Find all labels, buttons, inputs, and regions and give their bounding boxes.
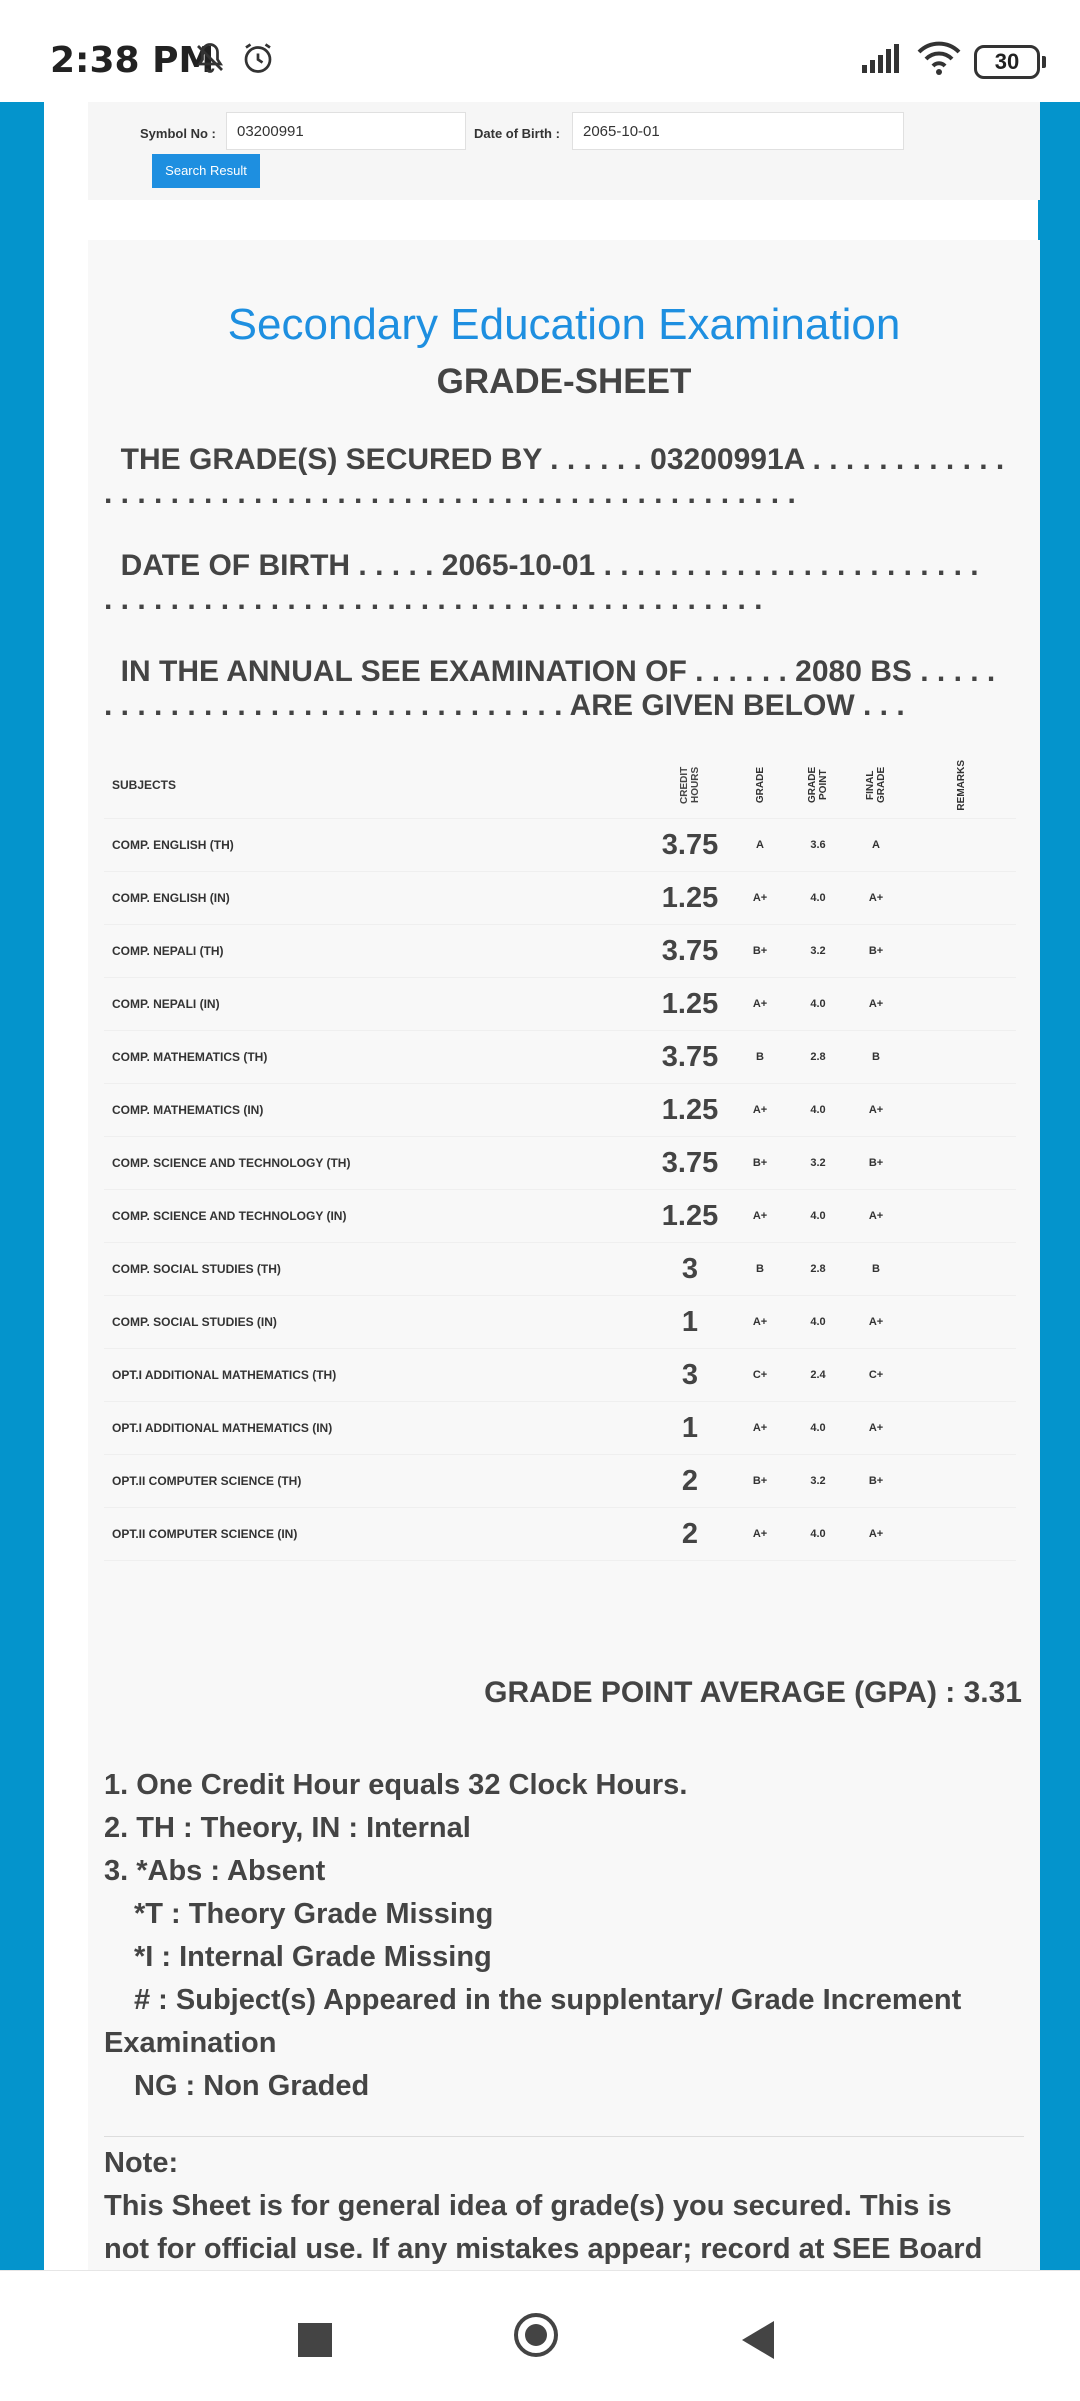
grade-cell: A <box>756 839 764 851</box>
grade-cell: A+ <box>752 998 768 1010</box>
credit-hours-cell: 3.75 <box>661 934 719 967</box>
legend-note-theory-missing: *T : Theory Grade Missing <box>134 1898 494 1930</box>
subject-cell: COMP. MATHEMATICS (IN) <box>112 1103 264 1117</box>
legend-notes <box>104 1764 1024 2108</box>
page-content <box>44 102 1038 2270</box>
grade-point-cell: 4.0 <box>810 1316 826 1328</box>
page-side-bar-right <box>1038 102 1080 2270</box>
grade-cell: B <box>756 1263 764 1275</box>
table-row <box>104 1296 1016 1349</box>
grade-point-cell: 4.0 <box>810 1528 826 1540</box>
note-heading: Note: <box>104 2147 179 2179</box>
subject-cell: COMP. SOCIAL STUDIES (TH) <box>112 1262 281 1276</box>
subject-cell: COMP. NEPALI (IN) <box>112 997 220 1011</box>
final-grade-cell: A+ <box>868 998 884 1010</box>
grade-point-cell: 4.0 <box>810 892 826 904</box>
credit-hours-cell: 2 <box>681 1464 699 1497</box>
header-final-grade: FINAL GRADE <box>865 766 887 804</box>
grade-point-cell: 2.8 <box>810 1051 826 1063</box>
credit-hours-cell: 3.75 <box>661 828 719 861</box>
credit-hours-cell: 1.25 <box>661 987 719 1020</box>
remarks-cell <box>906 1243 1016 1295</box>
symbol-no-label: Symbol No : <box>140 126 216 141</box>
table-row <box>104 1508 1016 1561</box>
remarks-cell <box>906 1137 1016 1189</box>
remarks-cell <box>906 1084 1016 1136</box>
grade-cell: A+ <box>752 892 768 904</box>
signal-icon <box>860 43 904 80</box>
page-side-bar-left <box>0 102 44 2270</box>
status-bar <box>0 0 1080 102</box>
battery-icon: 30 <box>974 45 1040 79</box>
credit-hours-cell: 3.75 <box>661 1146 719 1179</box>
legend-note-1: 1. One Credit Hour equals 32 Clock Hours. <box>104 1769 688 1801</box>
final-grade-cell: A+ <box>868 1422 884 1434</box>
table-row <box>104 872 1016 925</box>
gpa-text: GRADE POINT AVERAGE (GPA) : 3.31 <box>484 1676 1022 1709</box>
grade-point-cell: 4.0 <box>810 1210 826 1222</box>
grade-point-cell: 3.2 <box>810 1157 826 1169</box>
notes-divider <box>104 2136 1024 2137</box>
final-grade-cell: C+ <box>868 1369 884 1381</box>
table-row <box>104 1137 1016 1190</box>
grade-point-cell: 3.6 <box>810 839 826 851</box>
legend-note-supplementary-cont: Examination <box>104 2027 277 2059</box>
remarks-cell <box>906 1455 1016 1507</box>
table-row <box>104 1349 1016 1402</box>
grade-point-cell: 4.0 <box>810 1104 826 1116</box>
grade-point-cell: 3.2 <box>810 1475 826 1487</box>
remarks-cell <box>906 1349 1016 1401</box>
remarks-cell <box>906 925 1016 977</box>
remarks-cell <box>906 819 1016 871</box>
grade-cell: A+ <box>752 1316 768 1328</box>
search-form <box>88 102 1040 200</box>
credit-hours-cell: 3 <box>681 1358 699 1391</box>
table-row <box>104 1243 1016 1296</box>
navigation-bar <box>0 2270 1080 2401</box>
grade-point-cell: 3.2 <box>810 945 826 957</box>
grade-cell: A+ <box>752 1422 768 1434</box>
header-grade-point: GRADE POINT <box>807 766 829 804</box>
grade-cell: B+ <box>752 1475 768 1487</box>
secured-by-dots: . . . . . . . . . . . . . . . . . . . . . . . . . . . . . . . . . . . . . . . . . . <box>104 477 796 510</box>
credit-hours-cell: 2 <box>681 1517 699 1550</box>
grade-point-cell: 4.0 <box>810 1422 826 1434</box>
remarks-cell <box>906 1190 1016 1242</box>
wifi-icon <box>916 42 962 81</box>
grade-sheet-title: GRADE-SHEET <box>436 362 692 401</box>
credit-hours-cell: 1.25 <box>661 1199 719 1232</box>
subject-cell: COMP. MATHEMATICS (TH) <box>112 1050 268 1064</box>
table-row <box>104 925 1016 978</box>
alarm-icon <box>240 40 276 81</box>
subject-cell: COMP. SOCIAL STUDIES (IN) <box>112 1315 277 1329</box>
grade-point-cell: 2.8 <box>810 1263 826 1275</box>
remarks-cell <box>906 1296 1016 1348</box>
final-grade-cell: B+ <box>868 1157 884 1169</box>
secured-by-line: THE GRADE(S) SECURED BY . . . . . . 03200991A . . . . . . . . . . . . <box>104 443 1005 476</box>
grade-cell: A+ <box>752 1104 768 1116</box>
given-below-line: . . . . . . . . . . . . . . . . . . . . . . . . . . . . ARE GIVEN BELOW . . . <box>104 689 905 722</box>
header-subjects: SUBJECTS <box>112 778 177 792</box>
note-line-1: This Sheet is for general idea of grade(s) you secured. This is <box>104 2190 952 2222</box>
remarks-cell <box>906 1031 1016 1083</box>
legend-note-2: 2. TH : Theory, IN : Internal <box>104 1812 471 1844</box>
final-grade-cell: A+ <box>868 1104 884 1116</box>
grade-point-cell: 2.4 <box>810 1369 826 1381</box>
final-grade-cell: B+ <box>868 1475 884 1487</box>
date-of-birth-line: DATE OF BIRTH . . . . . 2065-10-01 . . . . . . . . . . . . . . . . . . . . . . . <box>104 549 979 582</box>
date-of-birth-label: Date of Birth : <box>474 126 560 141</box>
remarks-cell <box>906 978 1016 1030</box>
table-row <box>104 819 1016 872</box>
legend-note-3: 3. *Abs : Absent <box>104 1855 326 1887</box>
grade-cell: A+ <box>752 1528 768 1540</box>
credit-hours-cell: 1.25 <box>661 1093 719 1126</box>
search-result-button[interactable]: Search Result <box>152 154 260 188</box>
credit-hours-cell: 1.25 <box>661 881 719 914</box>
remarks-cell <box>906 872 1016 924</box>
date-of-birth-input[interactable]: 2065-10-01 <box>572 112 904 150</box>
final-grade-cell: A <box>872 839 880 851</box>
legend-note-internal-missing: *I : Internal Grade Missing <box>134 1941 492 1973</box>
subject-cell: COMP. SCIENCE AND TECHNOLOGY (IN) <box>112 1209 347 1223</box>
final-grade-cell: A+ <box>868 1528 884 1540</box>
note-line-2: not for official use. If any mistakes appear; record at SEE Board <box>104 2233 983 2265</box>
grade-cell: B+ <box>752 1157 768 1169</box>
status-time: 2:38 PM <box>50 40 215 81</box>
table-row <box>104 1402 1016 1455</box>
table-header <box>104 752 1016 819</box>
legend-note-supplementary: # : Subject(s) Appeared in the supplentary/ Grade Increment <box>134 1984 962 2016</box>
exam-year-line: IN THE ANNUAL SEE EXAMINATION OF . . . . . . 2080 BS . . . . . <box>104 655 996 688</box>
subject-cell: COMP. NEPALI (TH) <box>112 944 224 958</box>
subject-cell: COMP. ENGLISH (TH) <box>112 838 234 852</box>
subject-cell: OPT.I ADDITIONAL MATHEMATICS (IN) <box>112 1421 333 1435</box>
legend-note-non-graded: NG : Non Graded <box>134 2070 370 2102</box>
date-of-birth-dots: . . . . . . . . . . . . . . . . . . . . . . . . . . . . . . . . . . . . . . . . <box>104 583 763 616</box>
subject-cell: OPT.II COMPUTER SCIENCE (IN) <box>112 1527 298 1541</box>
table-row <box>104 1455 1016 1508</box>
table-row <box>104 1190 1016 1243</box>
grade-cell: B+ <box>752 945 768 957</box>
table-row <box>104 1031 1016 1084</box>
grade-cell: C+ <box>752 1369 768 1381</box>
header-grade: GRADE <box>754 766 766 804</box>
grade-sheet <box>88 240 1040 2280</box>
grade-point-cell: 4.0 <box>810 998 826 1010</box>
final-grade-cell: A+ <box>868 1210 884 1222</box>
remarks-cell <box>906 1508 1016 1560</box>
final-grade-cell: A+ <box>868 892 884 904</box>
credit-hours-cell: 3.75 <box>661 1040 719 1073</box>
remarks-cell <box>906 1402 1016 1454</box>
exam-title: Secondary Education Examination <box>227 300 901 349</box>
grade-cell: A+ <box>752 1210 768 1222</box>
subject-cell: OPT.II COMPUTER SCIENCE (TH) <box>112 1474 302 1488</box>
subject-cell: COMP. ENGLISH (IN) <box>112 891 230 905</box>
subject-cell: OPT.I ADDITIONAL MATHEMATICS (TH) <box>112 1368 337 1382</box>
recents-square-icon[interactable] <box>298 2323 332 2357</box>
subject-cell: COMP. SCIENCE AND TECHNOLOGY (TH) <box>112 1156 351 1170</box>
table-row <box>104 978 1016 1031</box>
final-grade-cell: B <box>872 1051 880 1063</box>
table-row <box>104 1084 1016 1137</box>
grades-table <box>104 752 1016 1561</box>
grade-cell: B <box>756 1051 764 1063</box>
symbol-no-input[interactable]: 03200991 <box>226 112 466 150</box>
credit-hours-cell: 1 <box>681 1305 699 1338</box>
header-remarks: REMARKS <box>955 759 967 811</box>
home-circle-icon[interactable] <box>514 2313 558 2357</box>
back-triangle-icon[interactable] <box>742 2321 774 2359</box>
final-grade-cell: B+ <box>868 945 884 957</box>
bell-off-icon <box>192 40 228 81</box>
final-grade-cell: A+ <box>868 1316 884 1328</box>
final-grade-cell: B <box>872 1263 880 1275</box>
header-credit-hours: CREDIT HOURS <box>679 766 701 804</box>
credit-hours-cell: 1 <box>681 1411 699 1444</box>
credit-hours-cell: 3 <box>681 1252 699 1285</box>
